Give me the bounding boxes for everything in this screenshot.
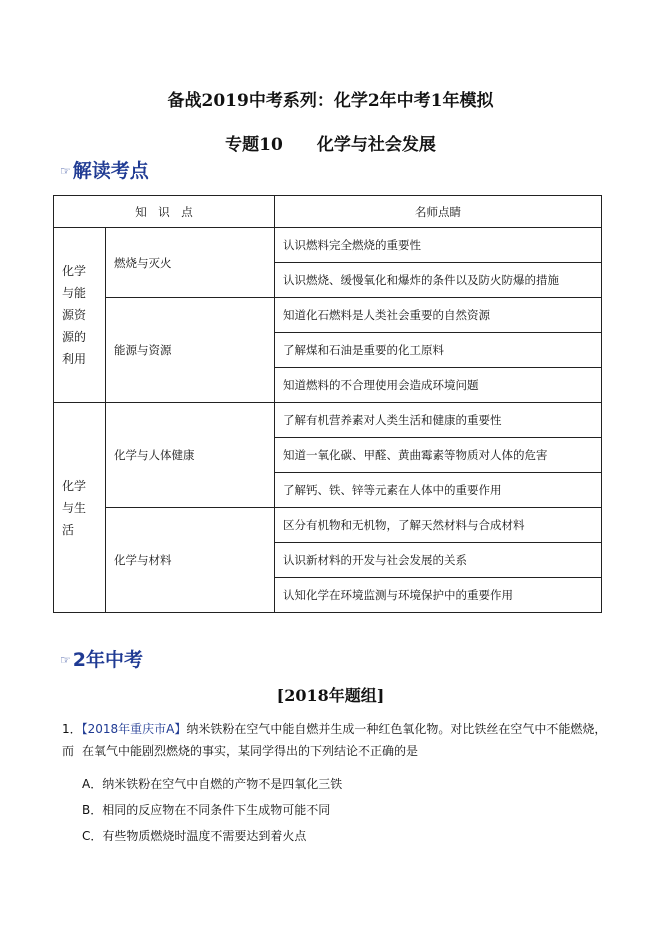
category-cell: 化学与能源资源的利用	[54, 228, 106, 403]
table-row	[54, 508, 602, 543]
subcategory-cell: 燃烧与灭火	[106, 228, 275, 298]
point-cell: 认识燃烧、缓慢氧化和爆炸的条件以及防火防爆的措施	[275, 263, 602, 298]
hand-pointing-icon: ☞	[60, 164, 71, 178]
table-row	[54, 298, 602, 333]
topic-name: 化学与社会发展	[316, 135, 436, 155]
table-row	[54, 228, 602, 263]
option-text: 相同的反应物在不同条件下生成物可能不同	[102, 803, 331, 817]
section-title: 2年中考	[72, 649, 143, 671]
option-c	[82, 827, 306, 844]
point-cell: 认知化学在环境监测与环境保护中的重要作用	[275, 578, 602, 613]
document-title: 备战2019中考系列：化学2年中考1年模拟	[167, 91, 494, 111]
table-header-row	[54, 196, 602, 228]
option-text: 纳米铁粉在空气中自燃的产物不是四氧化三铁	[102, 777, 343, 791]
option-text: 有些物质燃烧时温度不需要达到着火点	[102, 829, 307, 843]
point-cell: 知道一氧化碳、甲醛、黄曲霉素等物质对人体的危害	[275, 438, 602, 473]
question-group-title: [2018年题组]	[276, 686, 385, 705]
point-cell: 了解有机营养素对人类生活和健康的重要性	[275, 403, 602, 438]
knowledge-point-table	[53, 195, 602, 613]
category-cell: 化学与生活	[54, 403, 106, 613]
question-number: 1．	[62, 722, 82, 736]
subcategory-cell: 化学与材料	[106, 508, 275, 613]
point-cell: 认识燃料完全燃烧的重要性	[275, 228, 602, 263]
subcategory-cell: 化学与人体健康	[106, 403, 275, 508]
hand-pointing-icon: ☞	[60, 653, 71, 667]
header-knowledge-point: 知 识 点	[54, 196, 275, 228]
option-label: B．	[82, 803, 103, 817]
subcategory-cell: 能源与资源	[106, 298, 275, 403]
point-cell: 知道燃料的不合理使用会造成环境问题	[275, 368, 602, 403]
section-heading-interpretation	[60, 156, 149, 183]
question-source-tag: 【2018年重庆市A】	[81, 722, 187, 736]
topic-title	[0, 130, 661, 155]
option-label: A．	[82, 777, 103, 791]
topic-number: 专题10	[225, 135, 283, 155]
option-a	[82, 775, 342, 792]
point-cell: 了解钙、铁、锌等元素在人体中的重要作用	[275, 473, 602, 508]
point-cell: 知道化石燃料是人类社会重要的自然资源	[275, 298, 602, 333]
table-row	[54, 403, 602, 438]
question-stem-line1: 纳米铁粉在空气中能自燃并生成一种红色氧化物。对比铁丝在空气中不能燃烧，而	[62, 722, 607, 758]
section-title: 解读考点	[72, 160, 149, 182]
header-teacher-tips: 名师点睛	[275, 196, 602, 228]
question-stem-line2: 在氧气中能剧烈燃烧的事实，某同学得出的下列结论不正确的是	[82, 744, 419, 758]
option-b	[82, 801, 330, 818]
point-cell: 区分有机物和无机物，了解天然材料与合成材料	[275, 508, 602, 543]
option-label: C．	[82, 829, 103, 843]
point-cell: 认识新材料的开发与社会发展的关系	[275, 543, 602, 578]
section-heading-two-year-exams	[60, 645, 143, 672]
point-cell: 了解煤和石油是重要的化工原料	[275, 333, 602, 368]
